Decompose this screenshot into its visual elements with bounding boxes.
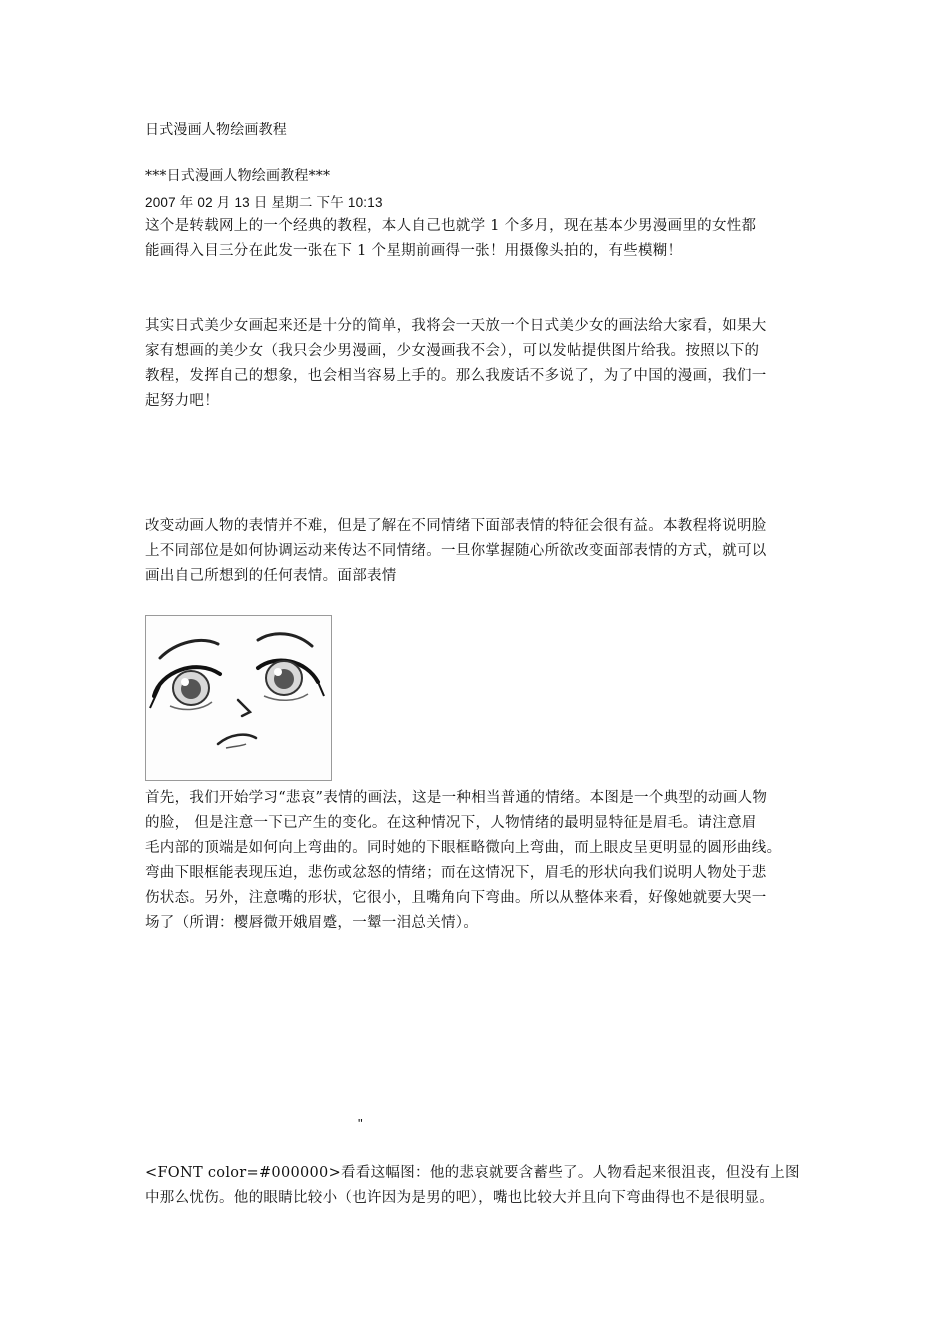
right-highlight — [274, 668, 282, 676]
text-line: <FONT color=#000000>看看这幅图：他的悲哀就要含蓄些了。人物看起来很沮丧，但没有上图 — [145, 1165, 800, 1181]
paragraph-sad-expression — [145, 786, 815, 936]
text-line: 其实日式美少女画起来还是十分的简单，我将会一天放一个日式美少女的画法给大家看，如果大 — [145, 318, 767, 334]
text-line: 画出自己所想到的任何表情。面部表情 — [145, 568, 397, 584]
paragraph-intro — [145, 214, 815, 264]
text-line: 的脸， 但是注意一下已产生的变化。在这种情况下，人物情绪的最明显特征是眉毛。请注意眉 — [145, 815, 757, 831]
stray-quote-mark: " — [358, 1116, 363, 1131]
text-line: 家有想画的美少女（我只会少男漫画，少女漫画我不会），可以发帖提供图片给我。按照以下的 — [145, 343, 760, 359]
article-heading: ***日式漫画人物绘画教程*** — [145, 168, 331, 184]
left-highlight — [181, 678, 189, 686]
nose — [238, 700, 250, 716]
text-line: 首先，我们开始学习“悲哀”表情的画法，这是一种相当普通的情绪。本图是一个典型的动画人物 — [145, 790, 768, 806]
text-line: 这个是转载网上的一个经典的教程，本人自己也就学 1 个多月，现在基本少男漫画里的女性都 — [145, 218, 757, 234]
paragraph-overview — [145, 314, 815, 414]
text-line: 起努力吧！ — [145, 393, 219, 409]
text-line: 中那么忧伤。他的眼睛比较小（也许因为是男的吧），嘴也比较大并且向下弯曲得也不是很明显。 — [145, 1190, 775, 1206]
text-line: 能画得入目三分在此发一张在下 1 个星期前画得一张！用摄像头拍的，有些模糊！ — [145, 243, 683, 259]
left-eyebrow — [160, 640, 218, 658]
right-lash — [318, 682, 324, 696]
paragraph-male-sad — [145, 1161, 815, 1211]
face-drawing — [146, 616, 331, 780]
text-line: 场了（所谓：樱唇微开娥眉蹙，一颦一泪总关情）。 — [145, 915, 479, 931]
text-line: 上不同部位是如何协调运动来传达不同情绪。一旦你掌握随心所欲改变面部表情的方式，就可以 — [145, 543, 767, 559]
text-line: 弯曲下眼框能表现压迫，悲伤或忿怒的情绪；而在这情况下，眉毛的形状向我们说明人物处于悲 — [145, 865, 767, 881]
document-title: 日式漫画人物绘画教程 — [145, 122, 287, 138]
mouth — [218, 735, 256, 744]
lower-lip — [226, 744, 246, 748]
post-date: 2007 年 02 月 13 日 星期二 下午 10:13 — [145, 195, 383, 210]
right-eyebrow — [258, 634, 312, 646]
text-line: 改变动画人物的表情并不难，但是了解在不同情绪下面部表情的特征会很有益。本教程将说明脸 — [145, 518, 767, 534]
sad-face-illustration — [145, 615, 332, 781]
text-line: 教程，发挥自己的想象，也会相当容易上手的。那么我废话不多说了，为了中国的漫画，我们一 — [145, 368, 767, 384]
paragraph-expressions — [145, 514, 815, 589]
text-line: 毛内部的顶端是如何向上弯曲的。同时她的下眼框略微向上弯曲，而上眼皮呈更明显的圆形曲线。 — [145, 840, 782, 856]
text-line: 伤状态。另外，注意嘴的形状，它很小，且嘴角向下弯曲。所以从整体来看，好像她就要大哭一 — [145, 890, 767, 906]
